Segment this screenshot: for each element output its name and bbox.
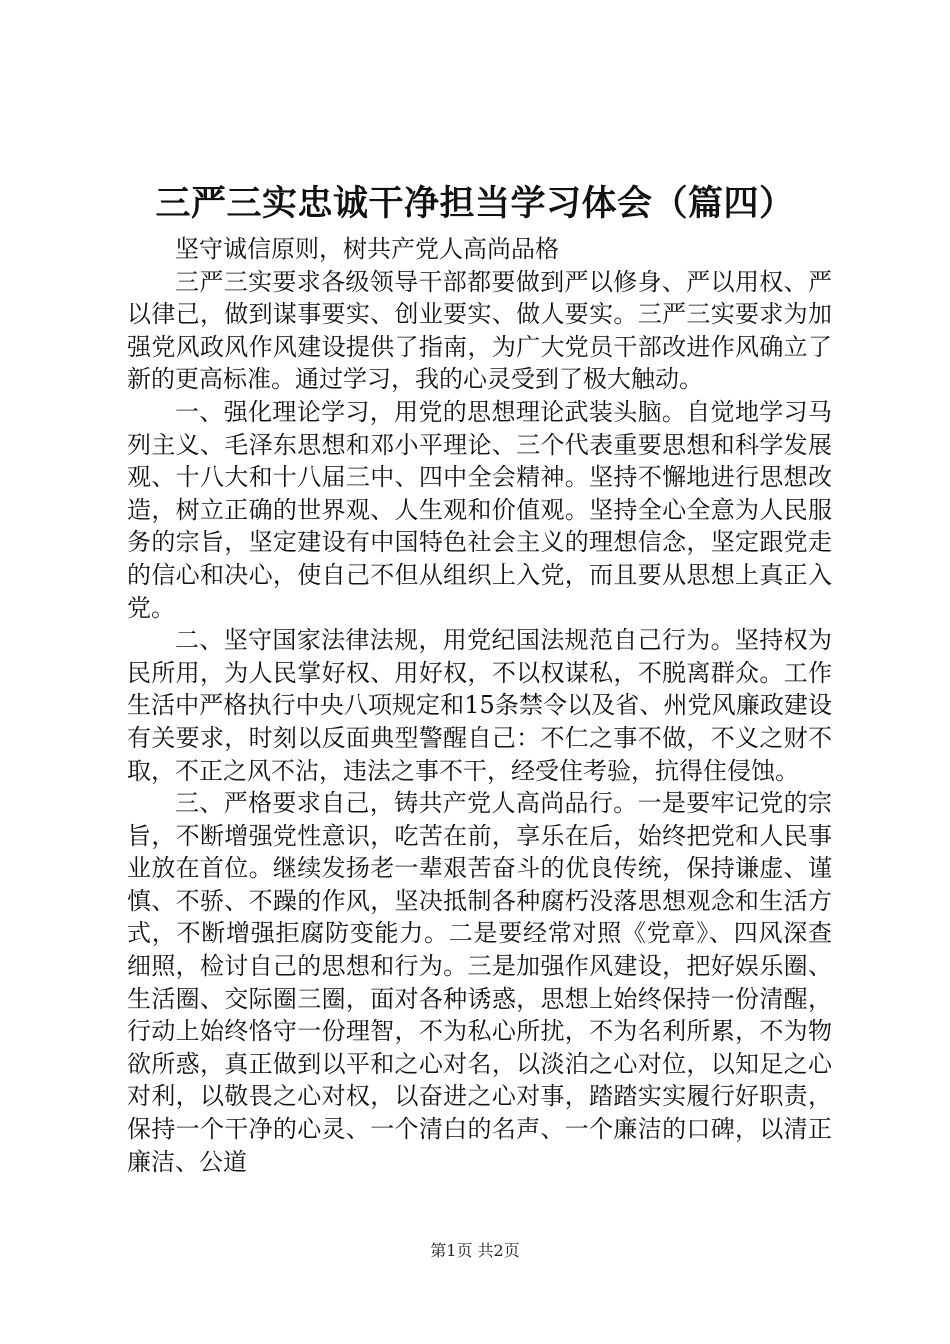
section-three-paragraph: 三、严格要求自己，铸共产党人高尚品行。一是要牢记党的宗旨，不断增强党性意识，吃苦在前，享乐在后，始终把党和人民事业放在首位。继续发扬老一辈艰苦奋斗的优良传统，保持谦虚、谨慎、不骄、不躁的作风，坚决抵制各种腐朽没落思想观念和生活方式，不断增强拒腐防变能力。二是要经常对照《党章》、四风深查细照，检讨自己的思想和行为。三是加强作风建设，把好娱乐圈、生活圈、交际圈三圈，面对各种诱惑，思想上始终保持一份清醒，行动上始终恪守一份理智，不为私心所扰，不为名利所累，不为物欲所惑，真正做到以平和之心对名，以淡泊之心对位，以知足之心对利，以敬畏之心对权，以奋进之心对事，踏踏实实履行好职责，保持一个干净的心灵、一个清白的名声、一个廉洁的口碑，以清正廉洁、公道 bbox=[127, 789, 832, 1176]
section-two-paragraph: 二、坚守国家法律法规，用党纪国法规范自己行为。坚持权为民所用，为人民掌好权、用好权，不以权谋私，不脱离群众。工作生活中严格执行中央八项规定和15条禁令以及省、州党风廉政建设有关要求，时刻以反面典型警醒自己：不仁之事不做，不义之财不取，不正之风不沾，违法之事不干，经受住考验，抗得住侵蚀。 bbox=[127, 626, 832, 785]
subtitle-paragraph: 坚守诚信原则，树共产党人高尚品格 bbox=[175, 235, 559, 263]
page-number-footer: 第1页 共2页 bbox=[430, 1241, 520, 1260]
section-one-paragraph: 一、强化理论学习，用党的思想理论武装头脑。自觉地学习马列主义、毛泽东思想和邓小平理论、三个代表重要思想和科学发展观、十八大和十八届三中、四中全会精神。坚持不懈地进行思想改造，树立正确的世界观、人生观和价值观。坚持全心全意为人民服务的宗旨，坚定建设有中国特色社会主义的理想信念，坚定跟党走的信心和决心，使自己不但从组织上入党，而且要从思想上真正入党。 bbox=[127, 397, 832, 622]
document-title: 三严三实忠诚干净担当学习体会（篇四） bbox=[155, 183, 795, 224]
intro-paragraph: 三严三实要求各级领导干部都要做到严以修身、严以用权、严以律己，做到谋事要实、创业要实、做人要实。三严三实要求为加强党风政风作风建设提供了指南，为广大党员干部改进作风确立了新的更高标准。通过学习，我的心灵受到了极大触动。 bbox=[127, 267, 832, 394]
document-body bbox=[127, 233, 832, 1178]
